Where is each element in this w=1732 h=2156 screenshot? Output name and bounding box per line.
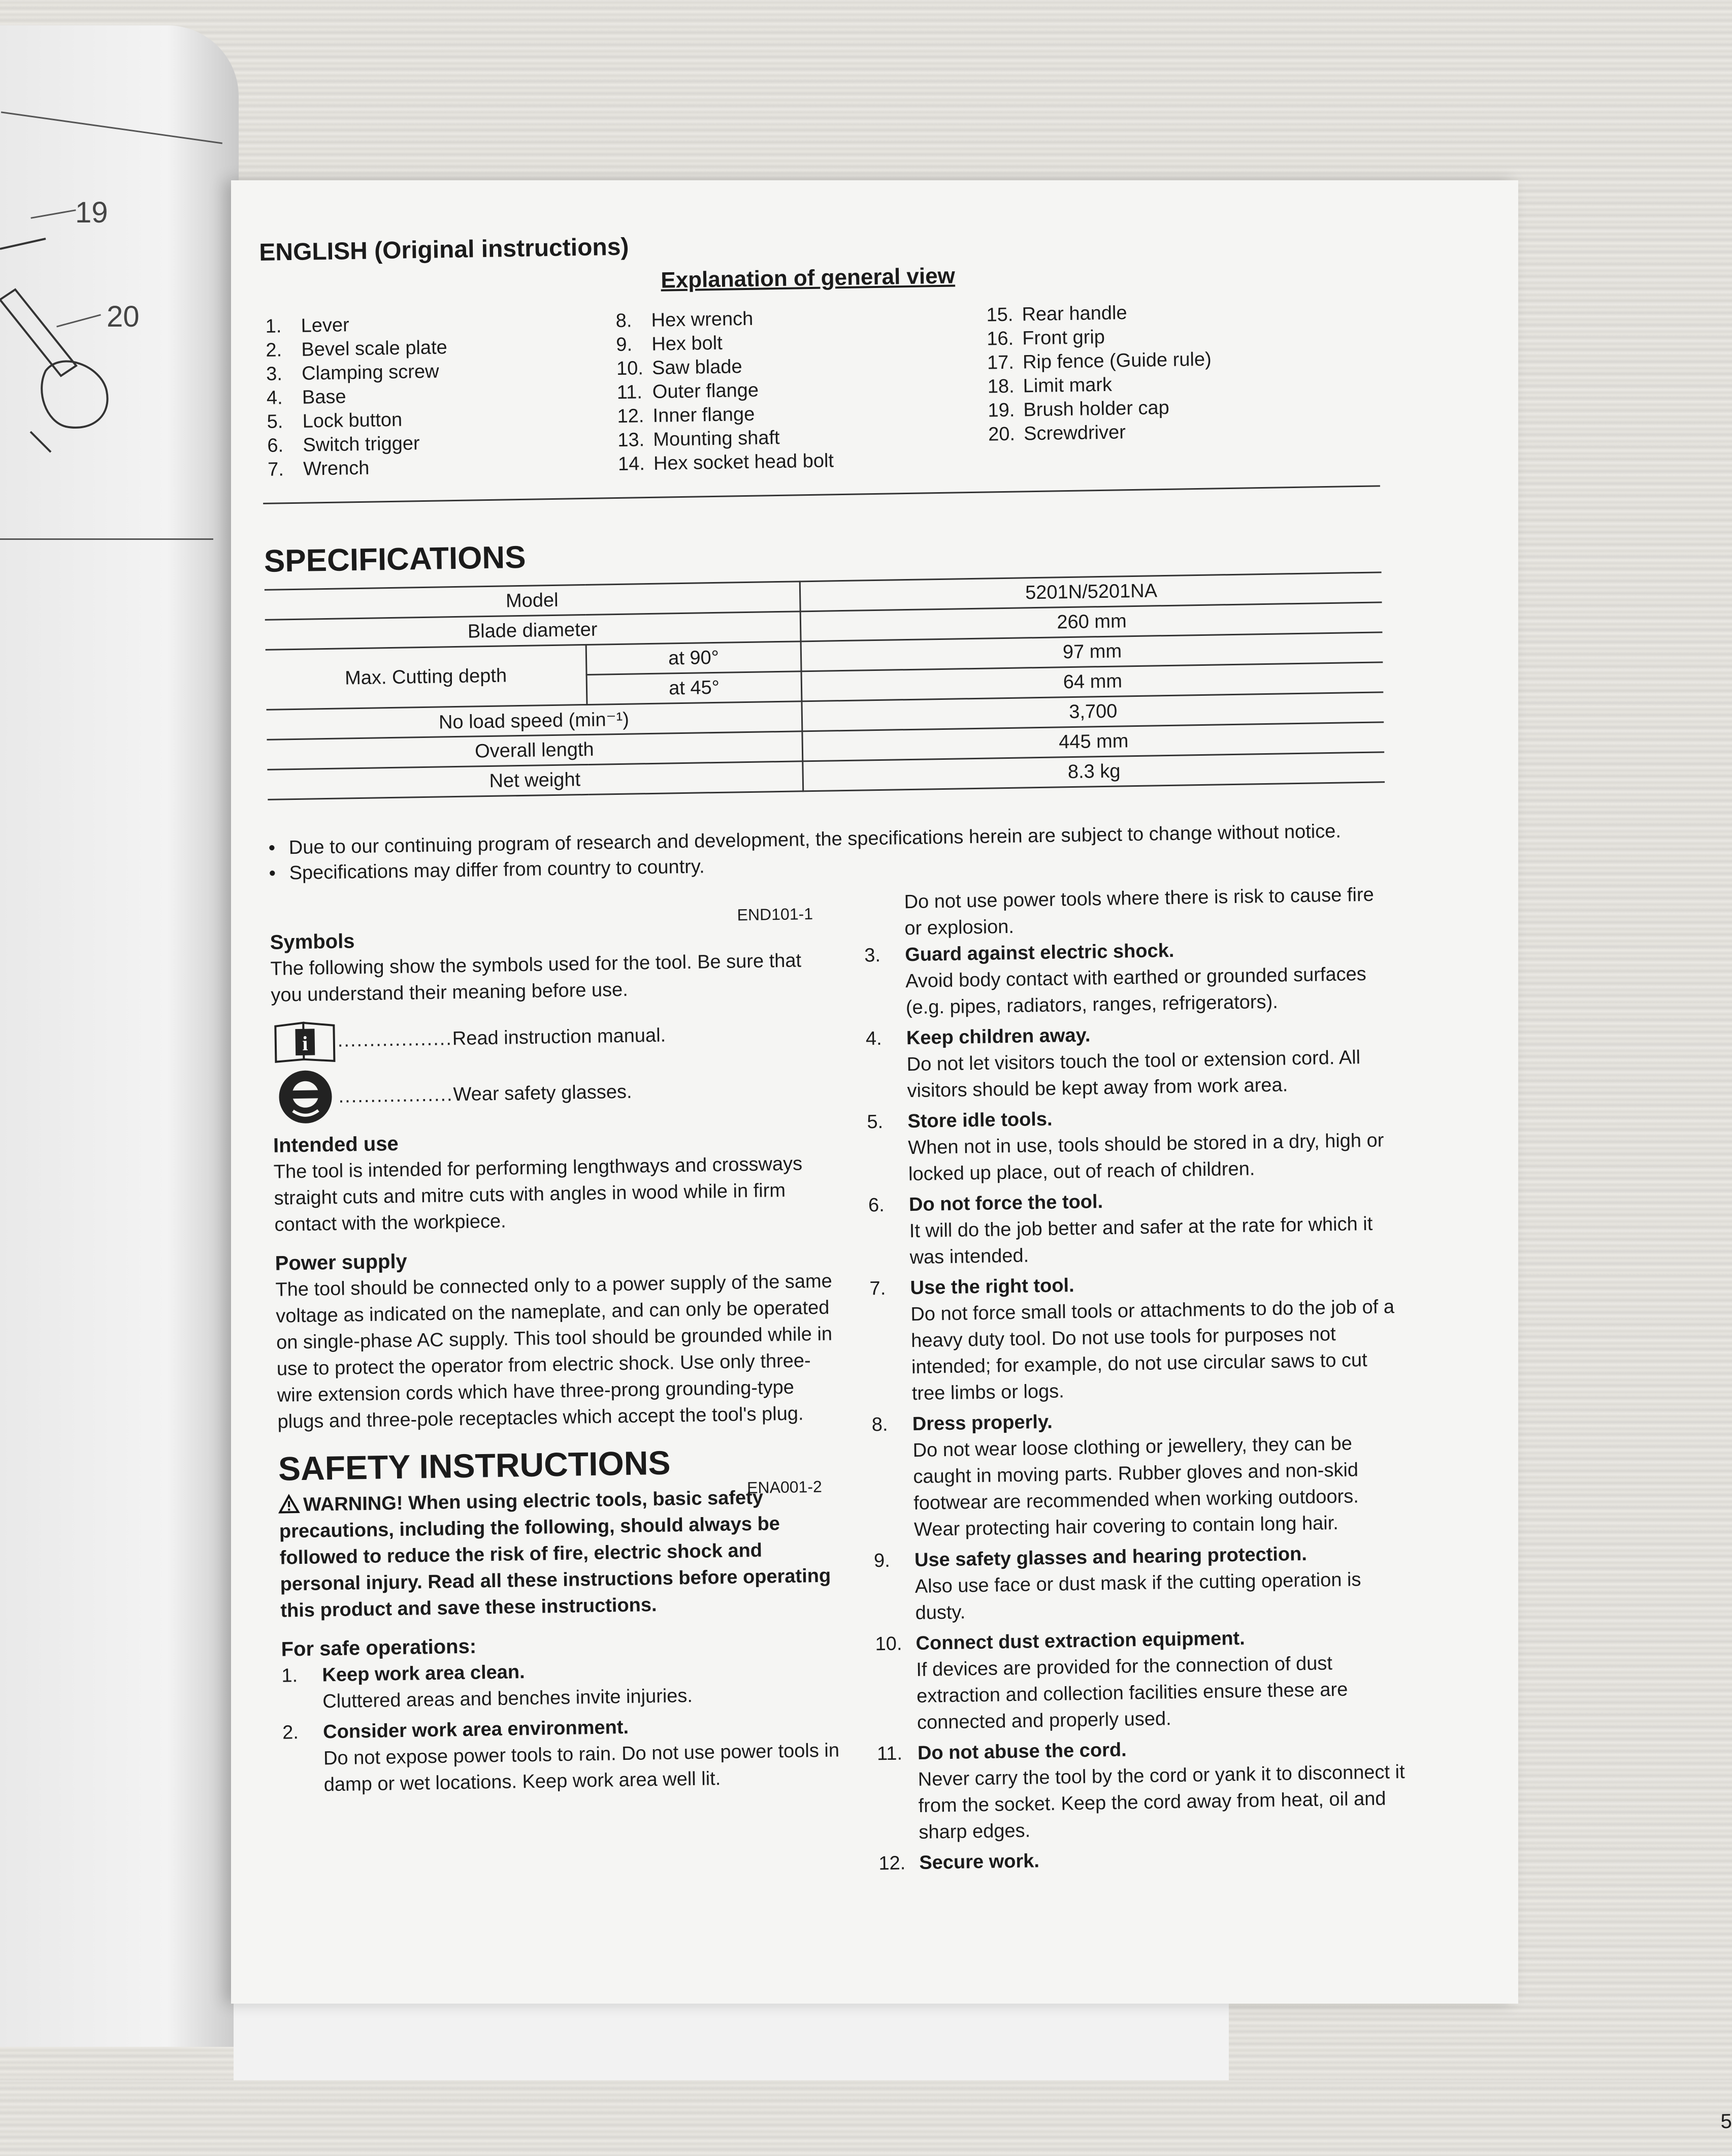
symbol-row-glasses: .................. Wear safety glasses.: [272, 1066, 836, 1120]
spec-value: 3,700: [802, 692, 1384, 731]
callout-20: 20: [107, 300, 140, 333]
parts-list: [265, 297, 1385, 498]
spec-value: 260 mm: [800, 602, 1382, 641]
callout-19: 19: [75, 196, 108, 229]
spec-label: Overall length: [267, 731, 802, 770]
list-item: 4. Keep children away. Do not let visitors touch the tool or extension cord. All visitors should be kept away from work area.: [865, 1024, 1361, 1102]
part-item: 7. Wrench: [267, 457, 370, 480]
part-item: 8. Hex wrench: [615, 308, 754, 332]
spec-value: 97 mm: [801, 632, 1383, 671]
part-item: 6. Switch trigger: [267, 433, 420, 457]
spec-sublabel: at 90°: [586, 641, 801, 675]
part-item: 18. Limit mark: [987, 374, 1113, 398]
list-item: 12. Secure work.: [878, 1850, 1040, 1875]
page-number: 5: [1720, 2110, 1732, 2133]
part-item: 19. Brush holder cap: [988, 397, 1170, 422]
safety-glasses-icon: [272, 1074, 339, 1120]
spec-value: 64 mm: [801, 662, 1383, 701]
symbols-intro: The following show the symbols used for the tool. Be sure that you understand their meaning before use.: [270, 950, 802, 1006]
part-item: 3. Clamping screw: [266, 361, 439, 385]
part-item: 5. Lock button: [267, 409, 403, 433]
spec-note: • Due to our continuing program of research and development, the specifications herein are subject to change without notice.: [268, 818, 1386, 861]
list-item: 3. Guard against electric shock. Avoid body contact with earthed or grounded surfaces (e.g. pipes, radiators, ranges, refrigerators).: [864, 940, 1366, 1019]
part-item: 13. Mounting shaft: [617, 427, 780, 451]
previous-page: [0, 25, 239, 2047]
safety-warning: WARNING! When using electric tools, basic safety precautions, including the following, should always be followed to reduce the risk of fire, electric shock and personal injury. Read all these instructions before operating this product and save these instructions.: [279, 1487, 831, 1622]
part-item: 2. Bevel scale plate: [266, 337, 448, 361]
left-column: [270, 900, 847, 1803]
power-supply-text: The tool should be connected only to a power supply of the same voltage as indicated on the nameplate, and can only be operated on single-phase AC supply. This tool should be grounded while in use to protect the operator from electric shock. Use only three-wire extension cords which have three-prong grounding-type plugs and three-pole receptacles which accept the tool's plug.: [275, 1270, 833, 1433]
spec-label: Net weight: [267, 761, 803, 800]
general-view-title: Explanation of general view: [661, 263, 956, 293]
list-item: 10. Connect dust extraction equipment. If devices are provided for the connection of dust extraction and collection facilities ensure these are connected and properly used.: [875, 1627, 1348, 1734]
safe-operations-heading: For safe operations:: [281, 1635, 477, 1661]
list-item: 5. Store idle tools. When not in use, tools should be stored in a dry, high or locked up place, out of reach of children.: [867, 1108, 1384, 1185]
list-item: 7. Use the right tool. Do not force small tools or attachments to do the job of a heavy duty tool. Do not use tools for purposes not intended; for example, do not use circular saws to cut tree limbs or logs.: [869, 1275, 1395, 1405]
part-item: 14. Hex socket head bolt: [617, 450, 834, 475]
illustration-callout-line: [30, 209, 76, 219]
svg-text:i: i: [302, 1032, 308, 1055]
safety-list-right: [864, 934, 1407, 1877]
spec-note: • Specifications may differ from country to country.: [269, 843, 1386, 886]
part-item: 10. Saw blade: [616, 356, 742, 379]
spec-value: 5201N/5201NA: [800, 572, 1382, 612]
manual-symbol-text: Read instruction manual.: [452, 1024, 666, 1050]
spec-value: 8.3 kg: [803, 752, 1385, 791]
part-item: 16. Front grip: [986, 326, 1105, 350]
part-item: 17. Rip fence (Guide rule): [987, 348, 1212, 374]
part-item: 20. Screwdriver: [988, 422, 1126, 445]
parts-column-1: [265, 312, 449, 482]
list-item: 9. Use safety glasses and hearing protection. Also use face or dust mask if the cutting operation is dusty.: [873, 1543, 1361, 1624]
spec-label: No load speed (min⁻¹): [267, 701, 802, 740]
continued-text: Do not use power tools where there is risk to cause fire or explosion.: [904, 884, 1374, 940]
page-underlay: [234, 1991, 1229, 2080]
symbols-code: END101-1: [737, 905, 813, 924]
warning-triangle-icon: [279, 1495, 300, 1514]
screwdriver-illustration: [0, 218, 162, 452]
safety-code: ENA001-2: [746, 1477, 823, 1497]
intended-use-text: The tool is intended for performing lengthways and crossways straight cuts and mitre cuts with angles in wood while in firm contact with the workpiece.: [273, 1153, 803, 1236]
intended-use-heading: Intended use: [273, 1132, 399, 1157]
right-column: [863, 881, 1407, 1881]
list-item: 6. Do not force the tool. It will do the job better and safer at the rate for which it was intended.: [868, 1191, 1373, 1269]
spec-label: Model: [265, 582, 800, 620]
part-item: 4. Base: [266, 386, 346, 409]
manual-icon: [271, 1018, 338, 1065]
spec-value: 445 mm: [802, 722, 1384, 761]
part-item: 1. Lever: [265, 314, 350, 337]
safety-list-left: [281, 1654, 847, 1798]
part-item: 15. Rear handle: [986, 302, 1127, 326]
spec-label: Blade diameter: [265, 612, 801, 650]
power-supply-heading: Power supply: [275, 1250, 408, 1275]
parts-column-2: [615, 306, 834, 476]
list-item: 8. Dress properly. Do not wear loose clothing or jewellery, they can be caught in moving parts. Rubber gloves and non-skid footwear are recommended when working outdoors. Wear protecting hair covering to contain long hair.: [871, 1411, 1359, 1541]
safety-instructions-title: SAFETY INSTRUCTIONS: [278, 1443, 671, 1488]
list-item: 11. Do not abuse the cord. Never carry the tool by the cord or yank it to disconnect it from the socket. Keep the cord away from heat, oil and sharp edges.: [876, 1739, 1405, 1843]
parts-column-3: [986, 300, 1213, 447]
page-rule: [0, 538, 213, 540]
specifications-table: [265, 571, 1385, 800]
symbol-row-manual: i .................. Read instruction manual.: [271, 1010, 835, 1064]
spec-sublabel: at 45°: [586, 671, 802, 705]
list-item: 1. Keep work area clean. Cluttered areas and benches invite injuries.: [281, 1661, 693, 1713]
specifications-title: SPECIFICATIONS: [264, 539, 527, 579]
language-heading: ENGLISH (Original instructions): [259, 233, 629, 266]
spec-label: Max. Cutting depth: [266, 645, 587, 710]
part-item: 9. Hex bolt: [616, 332, 723, 356]
list-item: 2. Consider work area environment. Do not expose power tools to rain. Do not use power tools in damp or wet locations. Keep work area well lit.: [282, 1716, 840, 1796]
symbols-heading: Symbols: [270, 930, 355, 954]
glasses-symbol-text: Wear safety glasses.: [453, 1081, 632, 1106]
part-item: 11. Outer flange: [616, 379, 759, 403]
part-item: 12. Inner flange: [617, 403, 755, 427]
page-rule: [1, 111, 222, 144]
